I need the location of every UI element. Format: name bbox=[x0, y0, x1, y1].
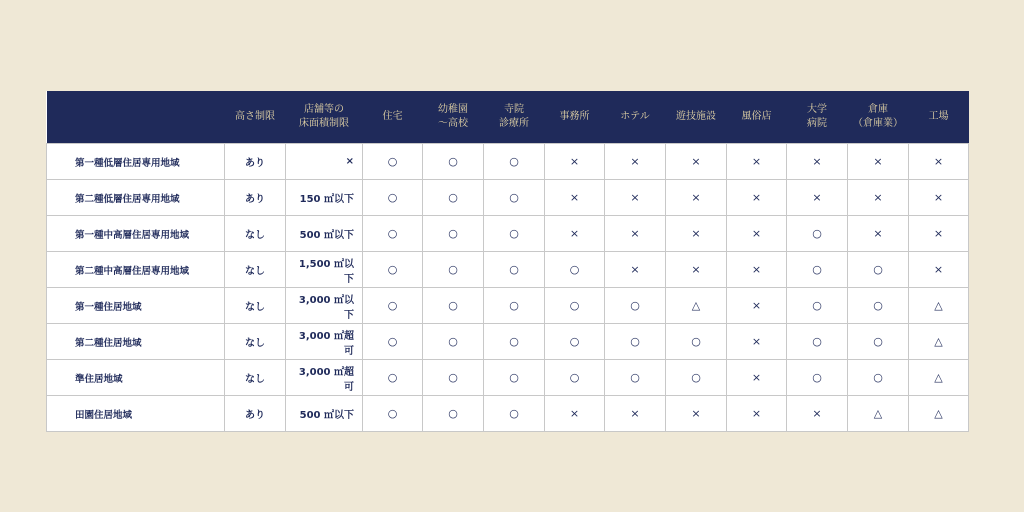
permission-mark-cell: × bbox=[727, 360, 787, 396]
permission-mark-cell: × bbox=[787, 396, 848, 432]
table-row bbox=[47, 360, 969, 396]
permission-mark-cell: × bbox=[787, 180, 848, 216]
column-header-label: 遊技施設 bbox=[676, 111, 716, 122]
permission-mark-cell: ○ bbox=[363, 360, 423, 396]
permission-mark-cell: ○ bbox=[484, 288, 545, 324]
permission-mark-cell: ○ bbox=[787, 324, 848, 360]
floor-area-limit-cell: 1,500 ㎡以下 bbox=[286, 252, 363, 288]
permission-mark-cell: ○ bbox=[848, 360, 909, 396]
permission-mark-cell: △ bbox=[909, 324, 969, 360]
permission-mark-cell: ○ bbox=[423, 252, 484, 288]
zone-name-cell: 第二種住居地域 bbox=[47, 324, 225, 360]
zone-name-cell: 準住居地域 bbox=[47, 360, 225, 396]
permission-mark-cell: ○ bbox=[484, 252, 545, 288]
permission-mark-cell: ○ bbox=[545, 288, 605, 324]
height-limit-cell: なし bbox=[225, 324, 286, 360]
permission-mark-cell: × bbox=[605, 396, 666, 432]
table-row bbox=[47, 180, 969, 216]
column-header-label: 工場 bbox=[928, 111, 949, 122]
permission-mark-cell: × bbox=[545, 216, 605, 252]
column-header bbox=[727, 91, 787, 144]
permission-mark-cell: × bbox=[909, 252, 969, 288]
column-header-label: 床面積制限 bbox=[299, 118, 349, 129]
permission-mark-cell: × bbox=[727, 180, 787, 216]
table-body bbox=[47, 144, 969, 432]
permission-mark-cell: ○ bbox=[363, 144, 423, 180]
permission-mark-cell: ○ bbox=[423, 324, 484, 360]
table-row bbox=[47, 252, 969, 288]
column-header bbox=[47, 91, 225, 144]
permission-mark-cell: × bbox=[545, 180, 605, 216]
permission-mark-cell: × bbox=[727, 216, 787, 252]
permission-mark-cell: △ bbox=[848, 396, 909, 432]
column-header-label: 高さ制限 bbox=[235, 111, 275, 122]
permission-mark-cell: × bbox=[666, 180, 727, 216]
permission-mark-cell: ○ bbox=[363, 396, 423, 432]
permission-mark-cell: × bbox=[666, 216, 727, 252]
permission-mark-cell: ○ bbox=[605, 324, 666, 360]
table-row bbox=[47, 144, 969, 180]
permission-mark-cell: ○ bbox=[363, 180, 423, 216]
permission-mark-cell: ○ bbox=[484, 324, 545, 360]
permission-mark-cell: ○ bbox=[787, 288, 848, 324]
permission-mark-cell: ○ bbox=[423, 216, 484, 252]
column-header-label: 大学 bbox=[807, 104, 827, 115]
permission-mark-cell: ○ bbox=[363, 288, 423, 324]
permission-mark-cell: × bbox=[787, 144, 848, 180]
permission-mark-cell: ○ bbox=[545, 252, 605, 288]
permission-mark-cell: × bbox=[909, 144, 969, 180]
permission-mark-cell: × bbox=[605, 216, 666, 252]
column-header bbox=[666, 91, 727, 144]
permission-mark-cell: ○ bbox=[605, 288, 666, 324]
permission-mark-cell: ○ bbox=[484, 144, 545, 180]
permission-mark-cell: × bbox=[909, 216, 969, 252]
permission-mark-cell: ○ bbox=[848, 288, 909, 324]
table-row bbox=[47, 324, 969, 360]
floor-area-limit-cell: × bbox=[286, 144, 363, 180]
permission-mark-cell: × bbox=[727, 396, 787, 432]
permission-mark-cell: × bbox=[666, 252, 727, 288]
column-header-label: ホテル bbox=[620, 111, 650, 122]
column-header-label: 病院 bbox=[807, 118, 827, 129]
height-limit-cell: なし bbox=[225, 360, 286, 396]
column-header-label: 風俗店 bbox=[741, 111, 772, 122]
height-limit-cell: あり bbox=[225, 144, 286, 180]
permission-mark-cell: ○ bbox=[363, 216, 423, 252]
table-header bbox=[47, 91, 969, 144]
permission-mark-cell: △ bbox=[909, 288, 969, 324]
column-header-label: 住宅 bbox=[382, 111, 403, 122]
permission-mark-cell: △ bbox=[909, 396, 969, 432]
floor-area-limit-cell: 150 ㎡以下 bbox=[286, 180, 363, 216]
permission-mark-cell: × bbox=[727, 324, 787, 360]
permission-mark-cell: × bbox=[605, 180, 666, 216]
permission-mark-cell: ○ bbox=[666, 324, 727, 360]
permission-mark-cell: × bbox=[909, 180, 969, 216]
permission-mark-cell: ○ bbox=[363, 252, 423, 288]
column-header bbox=[225, 91, 286, 144]
permission-mark-cell: ○ bbox=[484, 216, 545, 252]
permission-mark-cell: ○ bbox=[848, 252, 909, 288]
zone-name-cell: 第二種中高層住居専用地域 bbox=[47, 252, 225, 288]
table-row bbox=[47, 288, 969, 324]
permission-mark-cell: × bbox=[848, 144, 909, 180]
column-header-label: 事務所 bbox=[559, 111, 590, 122]
permission-mark-cell: × bbox=[848, 180, 909, 216]
height-limit-cell: あり bbox=[225, 396, 286, 432]
height-limit-cell: なし bbox=[225, 288, 286, 324]
permission-mark-cell: ○ bbox=[787, 360, 848, 396]
permission-mark-cell: × bbox=[545, 396, 605, 432]
table-row bbox=[47, 396, 969, 432]
permission-mark-cell: × bbox=[605, 252, 666, 288]
table-row bbox=[47, 216, 969, 252]
permission-mark-cell: △ bbox=[909, 360, 969, 396]
column-header-label: （倉庫業） bbox=[853, 118, 903, 129]
permission-mark-cell: ○ bbox=[363, 324, 423, 360]
zoning-table-container bbox=[46, 91, 968, 432]
zone-name-cell: 第一種中高層住居専用地域 bbox=[47, 216, 225, 252]
column-header bbox=[286, 91, 363, 144]
column-header bbox=[545, 91, 605, 144]
zone-name-cell: 第一種住居地域 bbox=[47, 288, 225, 324]
permission-mark-cell: ○ bbox=[666, 360, 727, 396]
permission-mark-cell: ○ bbox=[484, 360, 545, 396]
column-header-label: 幼稚園 bbox=[438, 104, 468, 115]
column-header bbox=[605, 91, 666, 144]
permission-mark-cell: × bbox=[666, 144, 727, 180]
permission-mark-cell: ○ bbox=[423, 144, 484, 180]
floor-area-limit-cell: 3,000 ㎡以下 bbox=[286, 288, 363, 324]
permission-mark-cell: × bbox=[666, 396, 727, 432]
column-header bbox=[909, 91, 969, 144]
zoning-table bbox=[46, 91, 969, 432]
permission-mark-cell: ○ bbox=[545, 324, 605, 360]
floor-area-limit-cell: 500 ㎡以下 bbox=[286, 396, 363, 432]
floor-area-limit-cell: 3,000 ㎡超可 bbox=[286, 324, 363, 360]
height-limit-cell: なし bbox=[225, 252, 286, 288]
column-header bbox=[423, 91, 484, 144]
column-header bbox=[787, 91, 848, 144]
permission-mark-cell: △ bbox=[666, 288, 727, 324]
permission-mark-cell: × bbox=[727, 144, 787, 180]
header-row bbox=[47, 91, 969, 144]
column-header-label: ～高校 bbox=[438, 118, 468, 129]
height-limit-cell: あり bbox=[225, 180, 286, 216]
permission-mark-cell: ○ bbox=[423, 180, 484, 216]
permission-mark-cell: ○ bbox=[545, 360, 605, 396]
column-header-label: 倉庫 bbox=[868, 104, 888, 115]
permission-mark-cell: × bbox=[545, 144, 605, 180]
permission-mark-cell: ○ bbox=[848, 324, 909, 360]
permission-mark-cell: ○ bbox=[484, 396, 545, 432]
column-header-label: 診療所 bbox=[499, 118, 529, 129]
column-header bbox=[484, 91, 545, 144]
height-limit-cell: なし bbox=[225, 216, 286, 252]
permission-mark-cell: × bbox=[848, 216, 909, 252]
permission-mark-cell: ○ bbox=[423, 360, 484, 396]
permission-mark-cell: ○ bbox=[423, 288, 484, 324]
column-header bbox=[363, 91, 423, 144]
floor-area-limit-cell: 3,000 ㎡超可 bbox=[286, 360, 363, 396]
permission-mark-cell: ○ bbox=[787, 252, 848, 288]
column-header-label: 店舗等の bbox=[304, 104, 344, 115]
permission-mark-cell: ○ bbox=[423, 396, 484, 432]
column-header-label: 寺院 bbox=[504, 104, 524, 115]
zone-name-cell: 第二種低層住居専用地域 bbox=[47, 180, 225, 216]
permission-mark-cell: × bbox=[605, 144, 666, 180]
zone-name-cell: 第一種低層住居専用地域 bbox=[47, 144, 225, 180]
column-header bbox=[848, 91, 909, 144]
permission-mark-cell: ○ bbox=[787, 216, 848, 252]
permission-mark-cell: ○ bbox=[484, 180, 545, 216]
permission-mark-cell: × bbox=[727, 252, 787, 288]
permission-mark-cell: ○ bbox=[605, 360, 666, 396]
floor-area-limit-cell: 500 ㎡以下 bbox=[286, 216, 363, 252]
permission-mark-cell: × bbox=[727, 288, 787, 324]
zone-name-cell: 田園住居地域 bbox=[47, 396, 225, 432]
